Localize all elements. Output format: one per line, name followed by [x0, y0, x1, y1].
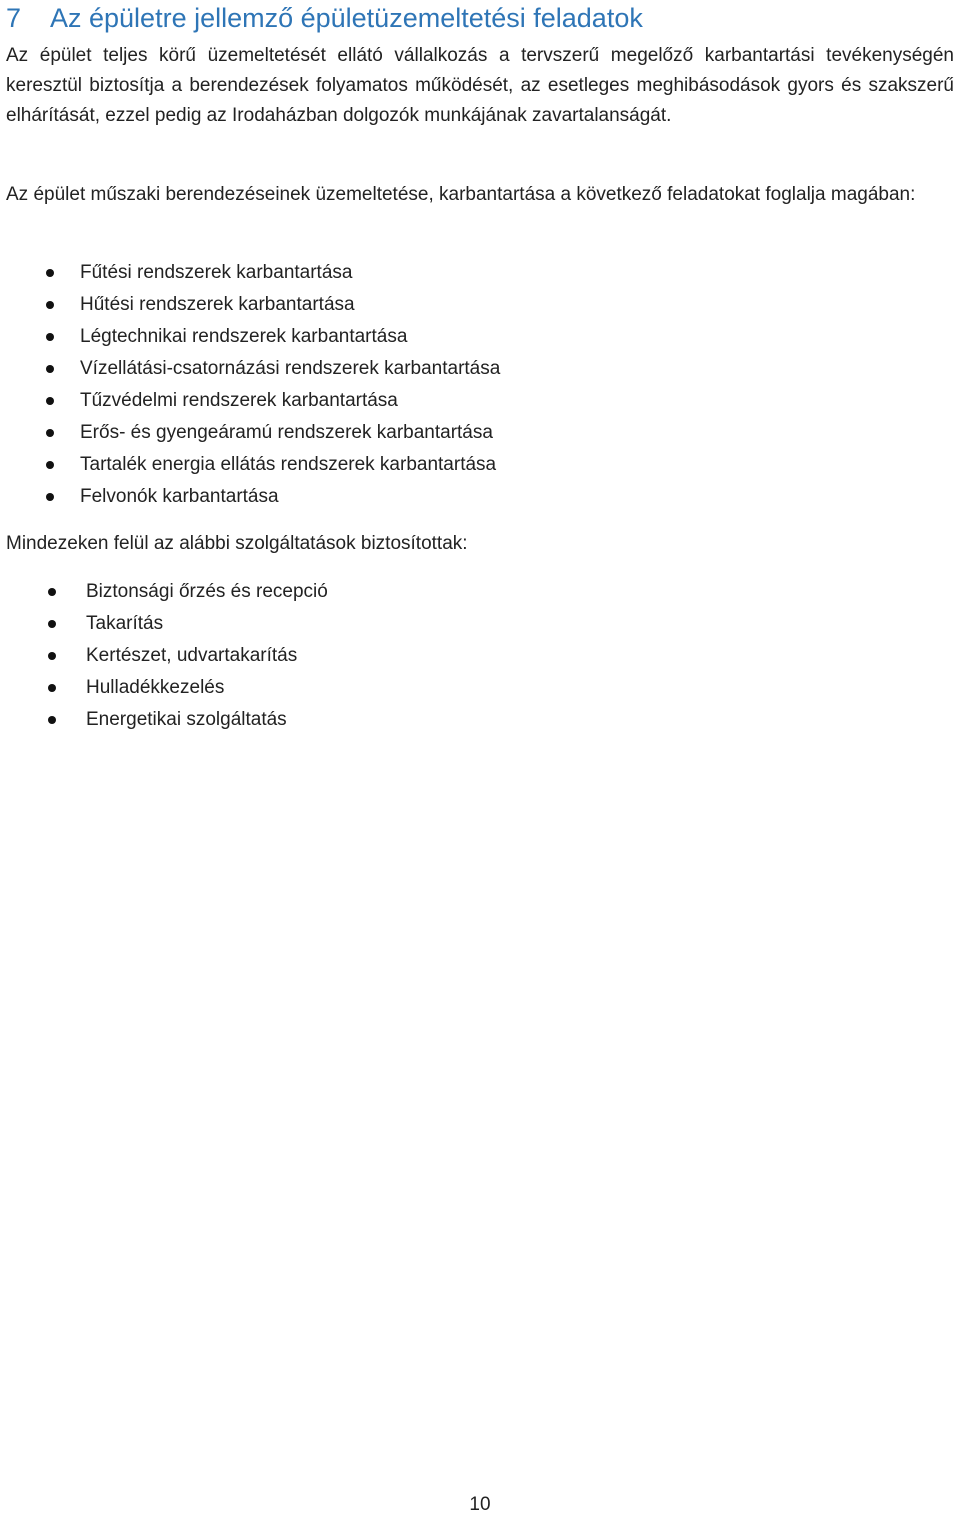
list-item [0, 481, 500, 513]
services-list [0, 576, 328, 736]
list-item-text: Fűtési rendszerek karbantartása [80, 262, 353, 283]
list-item-text: Erős- és gyengeáramú rendszerek karbantartása [80, 422, 493, 443]
list-item-text: Biztonsági őrzés és recepció [86, 581, 328, 602]
list-item [0, 449, 500, 481]
list-item-text: Takarítás [86, 613, 164, 634]
page-number: 10 [469, 1494, 491, 1515]
bullet-icon [46, 365, 54, 373]
list-item-text: Energetikai szolgáltatás [86, 709, 287, 730]
section-heading [6, 0, 956, 36]
bullet-icon [48, 716, 56, 724]
bullet-icon [46, 429, 54, 437]
list-item-text: Légtechnikai rendszerek karbantartása [80, 326, 408, 347]
list-item [0, 672, 328, 704]
bullet-icon [46, 461, 54, 469]
services-intro-paragraph: Mindezeken felül az alábbi szolgáltatások biztosítottak: [6, 533, 468, 554]
bullet-icon [46, 397, 54, 405]
list-item-text: Tartalék energia ellátás rendszerek karbantartása [80, 454, 497, 475]
list-item [0, 257, 500, 289]
bullet-icon [48, 684, 56, 692]
bullet-icon [46, 269, 54, 277]
list-item-text: Vízellátási-csatornázási rendszerek karbantartása [80, 358, 501, 379]
list-item [0, 608, 328, 640]
list-item-text: Felvonók karbantartása [80, 486, 279, 507]
section-title: Az épületre jellemző épületüzemeltetési feladatok [50, 3, 643, 33]
list-item [0, 704, 328, 736]
tasks-list [0, 257, 500, 513]
bullet-icon [46, 493, 54, 501]
tasks-intro-paragraph: Az épület műszaki berendezéseinek üzemeltetése, karbantartása a következő feladatokat foglalja magában: [6, 184, 916, 205]
list-item [0, 417, 500, 449]
bullet-icon [46, 333, 54, 341]
bullet-icon [48, 588, 56, 596]
list-item [0, 353, 500, 385]
bullet-icon [48, 652, 56, 660]
list-item [0, 640, 328, 672]
list-item-text: Kertészet, udvartakarítás [86, 645, 298, 666]
list-item-text: Hűtési rendszerek karbantartása [80, 294, 355, 315]
list-item [0, 385, 500, 417]
section-number: 7 [6, 3, 22, 33]
list-item [0, 321, 500, 353]
list-item [0, 576, 328, 608]
list-item [0, 289, 500, 321]
list-item-text: Hulladékkezelés [86, 677, 225, 698]
intro-paragraph: Az épület teljes körű üzemeltetését ellátó vállalkozás a tervszerű megelőző karbantartási tevékenységén keresztül biztosítja a berendezések folyamatos működését, az esetleges meghibásodások gyors és szakszerű elhárítását, ezzel pedig az Irodaházban dolgozók munkájának zavartalanságát. [6, 45, 954, 126]
list-item-text: Tűzvédelmi rendszerek karbantartása [80, 390, 398, 411]
bullet-icon [46, 301, 54, 309]
bullet-icon [48, 620, 56, 628]
